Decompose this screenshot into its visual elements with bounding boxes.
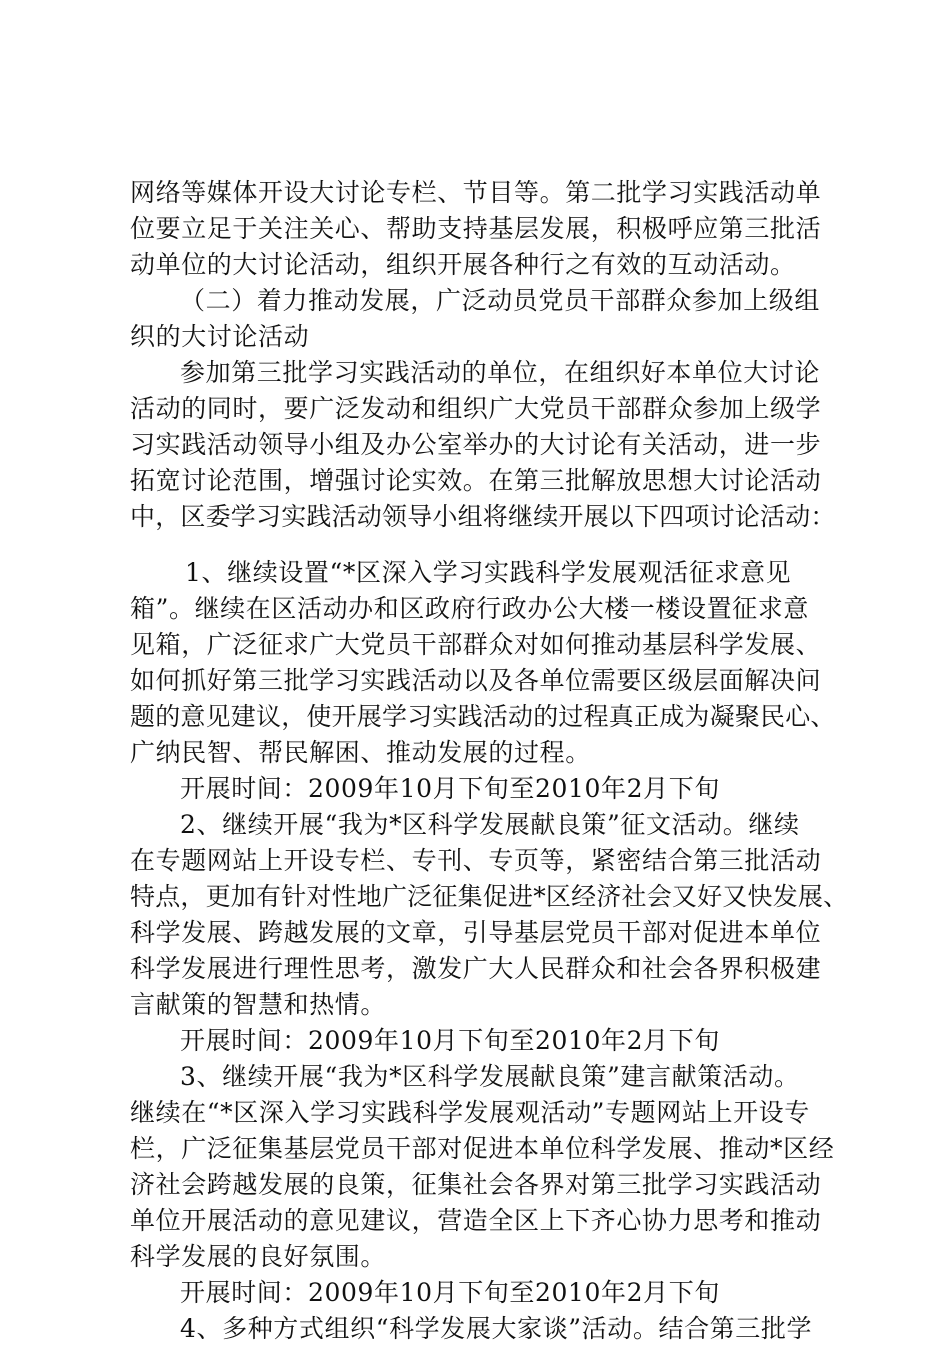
- list-item-3-line: 济社会跨越发展的良策，征集社会各界对第三批学习实践活动: [130, 1170, 822, 1199]
- list-item-1-line: 广纳民智、帮民解困、推动发展的过程。: [130, 738, 591, 767]
- body-text-line: 中，区委学习实践活动领导小组将继续开展以下四项讨论活动：: [130, 502, 836, 531]
- list-item-2-line: 言献策的智慧和热情。: [130, 990, 387, 1019]
- section-heading: （二）着力推动发展，广泛动员党员干部群众参加上级组: [180, 286, 821, 315]
- list-item-1-line: 1、继续设置“*区深入学习实践科学发展观活征求意见: [185, 558, 792, 587]
- schedule-line: 开展时间：2009年10月下旬至2010年2月下旬: [180, 774, 720, 803]
- body-text-line: 动单位的大讨论活动，组织开展各种行之有效的互动活动。: [130, 250, 796, 279]
- section-heading-continued: 织的大讨论活动: [130, 322, 310, 351]
- body-text-line: 网络等媒体开设大讨论专栏、节目等。第二批学习实践活动单: [130, 178, 822, 207]
- list-item-3-line: 单位开展活动的意见建议，营造全区上下齐心协力思考和推动: [130, 1206, 822, 1235]
- body-text-line: 位要立足于关注关心、帮助支持基层发展，积极呼应第三批活: [130, 214, 822, 243]
- list-item-1-line: 箱”。继续在区活动办和区政府行政办公大楼一楼设置征求意: [130, 594, 809, 623]
- body-text-line: 拓宽讨论范围，增强讨论实效。在第三批解放思想大讨论活动: [130, 466, 822, 495]
- schedule-line: 开展时间：2009年10月下旬至2010年2月下旬: [180, 1278, 720, 1307]
- list-item-1-line: 题的意见建议，使开展学习实践活动的过程真正成为凝聚民心、: [130, 702, 836, 731]
- list-item-2-line: 科学发展、跨越发展的文章，引导基层党员干部对促进本单位: [130, 918, 822, 947]
- list-item-3-line: 科学发展的良好氛围。: [130, 1242, 387, 1271]
- list-item-3-line: 继续在“*区深入学习实践科学发展观活动”专题网站上开设专: [130, 1098, 810, 1127]
- list-item-3-line: 3、继续开展“我为*区科学发展献良策”建言献策活动。: [180, 1062, 800, 1091]
- schedule-line: 开展时间：2009年10月下旬至2010年2月下旬: [180, 1026, 720, 1055]
- list-item-1-line: 见箱，广泛征求广大党员干部群众对如何推动基层科学发展、: [130, 630, 822, 659]
- body-text-line: 参加第三批学习实践活动的单位，在组织好本单位大讨论: [180, 358, 821, 387]
- list-item-3-line: 栏，广泛征集基层党员干部对促进本单位科学发展、推动*区经: [130, 1134, 835, 1163]
- body-text-line: 活动的同时，要广泛发动和组织广大党员干部群众参加上级学: [130, 394, 822, 423]
- list-item-2-line: 科学发展进行理性思考，激发广大人民群众和社会各界积极建: [130, 954, 822, 983]
- list-item-4-line: 4、多种方式组织“科学发展大家谈”活动。结合第三批学: [180, 1314, 813, 1343]
- body-text-line: 习实践活动领导小组及办公室举办的大讨论有关活动，进一步: [130, 430, 822, 459]
- list-item-2-line: 2、继续开展“我为*区科学发展献良策”征文活动。继续: [180, 810, 800, 839]
- list-item-2-line: 特点，更加有针对性地广泛征集促进*区经济社会又好又快发展、: [130, 882, 849, 911]
- list-item-1-line: 如何抓好第三批学习实践活动以及各单位需要区级层面解决问: [130, 666, 822, 695]
- list-item-2-line: 在专题网站上开设专栏、专刊、专页等，紧密结合第三批活动: [130, 846, 822, 875]
